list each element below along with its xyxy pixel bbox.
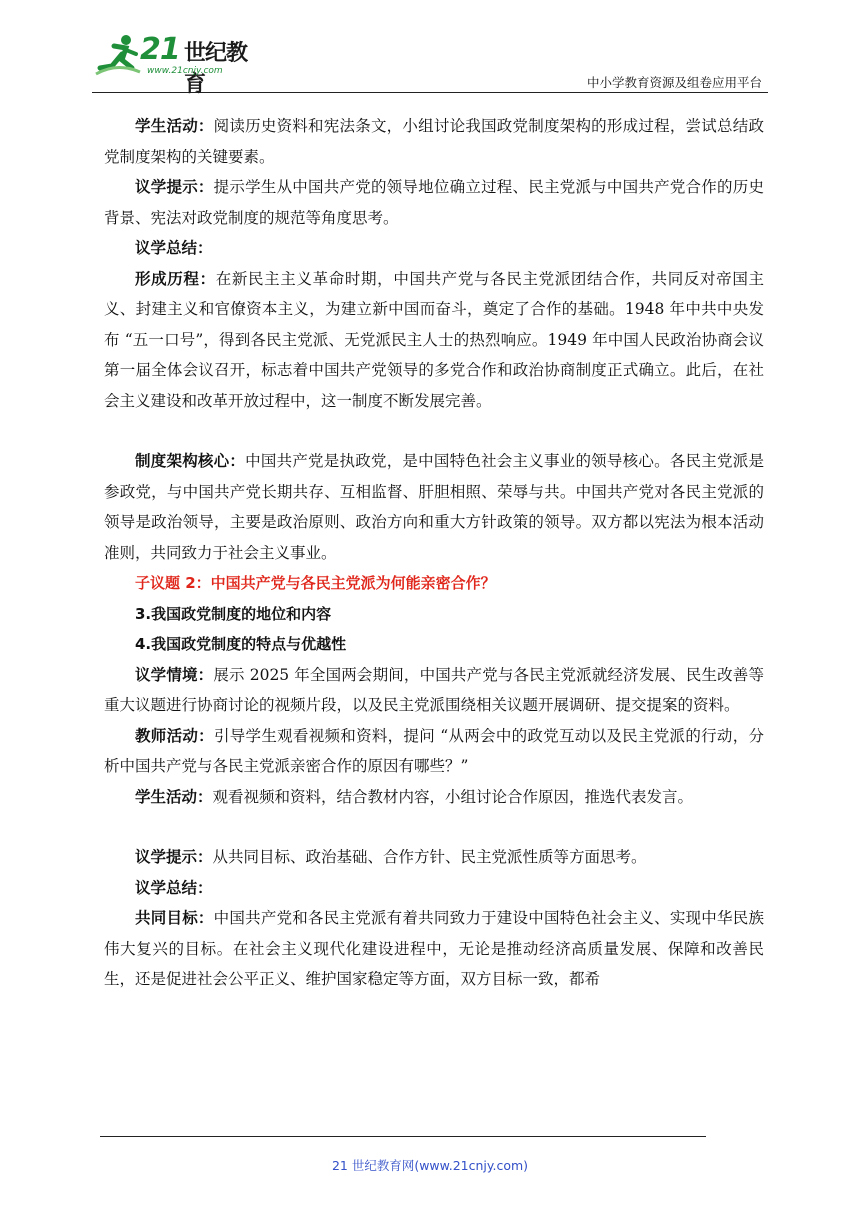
footer-divider <box>100 1136 706 1137</box>
label: 制度架构核心： <box>135 451 246 470</box>
label: 议学情境： <box>135 664 214 684</box>
page-header <box>92 30 768 97</box>
text: 从共同目标、政治基础、合作方针、民主党派性质等方面思考。 <box>212 848 647 866</box>
label: 形成历程： <box>135 268 216 288</box>
paragraph-teacher-activity <box>104 721 764 782</box>
text: 引导学生观看视频和资料，提问 “从两会中的政党互动以及民主党派的行动，分析中国共产党与各民主党派亲密合作的原因有哪些？” <box>104 726 764 775</box>
logo-number: 21 <box>140 32 180 67</box>
label: 议学提示： <box>135 177 214 196</box>
sub-topic-heading: 子议题 2：中国共产党与各民主党派为何能亲密合作？ <box>135 574 496 592</box>
logo-url: www.21cnjy.com <box>147 66 223 76</box>
paragraph-summary-heading <box>104 233 764 264</box>
text: 观看视频和资料，结合教材内容，小组讨论合作原因，推选代表发言。 <box>212 787 694 806</box>
paragraph-scenario <box>104 660 764 721</box>
text: 阅读历史资料和宪法条文，小组讨论我国政党制度架构的形成过程，尝试总结政党制度架构的关键要素。 <box>104 117 764 166</box>
label: 议学提示： <box>135 847 213 866</box>
paragraph-common-goal <box>104 903 764 995</box>
section-heading-3: 3.我国政党制度的地位和内容 <box>135 604 332 623</box>
text: 在新民主主义革命时期，中国共产党与各民主党派团结合作，共同反对帝国主义、封建主义和官僚资本主义，为建立新中国而奋斗，奠定了合作的基础。1948 年中共中央发布 “五一口号”，得到各民主党派、无党派民主人士的热烈响应。1949 年中国人民政治协商会议第一届全体会议召开，标志着中国共产党领导的多党合作和政治协商制度正式确立。此后，在社会主义建设和改革开放过程中，这一制度不断发展完善。 <box>104 269 764 410</box>
paragraph-discussion-hint <box>104 172 764 233</box>
footer-link[interactable]: 21 世纪教育网(www.21cnjy.com) <box>331 1158 529 1173</box>
label: 议学总结： <box>135 877 213 897</box>
runner-logo-icon <box>92 32 142 78</box>
paragraph-student-activity-2 <box>104 782 764 813</box>
text: 展示 2025 年全国两会期间，中国共产党与各民主党派就经济发展、民生改善等重大议题进行协商讨论的视频片段，以及民主党派围绕相关议题开展调研、提交提案的资料。 <box>104 665 764 714</box>
label: 议学总结： <box>135 238 213 257</box>
paragraph-student-activity <box>104 111 764 172</box>
paragraph-discussion-hint-2 <box>104 842 764 873</box>
label: 学生活动： <box>135 786 213 806</box>
platform-slogan: 中小学教育资源及组卷应用平台 <box>586 75 762 90</box>
label: 教师活动： <box>135 725 214 745</box>
site-logo[interactable] <box>92 30 267 97</box>
logo-text: 世纪教育 <box>184 41 248 97</box>
paragraph-system-core <box>104 446 764 568</box>
document-body <box>104 111 764 995</box>
text: 提示学生从中国共产党的领导地位确立过程、民主党派与中国共产党合作的历史背景、宪法对政党制度的规范等角度思考。 <box>104 178 764 227</box>
section-heading-4: 4.我国政党制度的特点与优越性 <box>135 635 347 653</box>
text: 中国共产党是执政党，是中国特色社会主义事业的领导核心。各民主党派是参政党，与中国共产党长期共存、互相监督、肝胆相照、荣辱与共。中国共产党对各民主党派的领导是政治领导，主要是政治原则、政治方向和重大方针政策的领导。双方都以宪法为根本活动准则，共同致力于社会主义事业。 <box>104 452 764 562</box>
paragraph-summary-heading-2 <box>104 873 764 904</box>
paragraph-formation-history <box>104 264 764 417</box>
label: 共同目标： <box>135 908 214 927</box>
spacer <box>104 812 764 842</box>
label: 学生活动： <box>135 116 214 135</box>
text: 中国共产党和各民主党派有着共同致力于建设中国特色社会主义、实现中华民族伟大复兴的目标。在社会主义现代化建设进程中，无论是推动经济高质量发展、保障和改善民生，还是促进社会公平正义、维护国家稳定等方面，双方目标一致，都希 <box>104 909 764 988</box>
spacer <box>104 416 764 446</box>
